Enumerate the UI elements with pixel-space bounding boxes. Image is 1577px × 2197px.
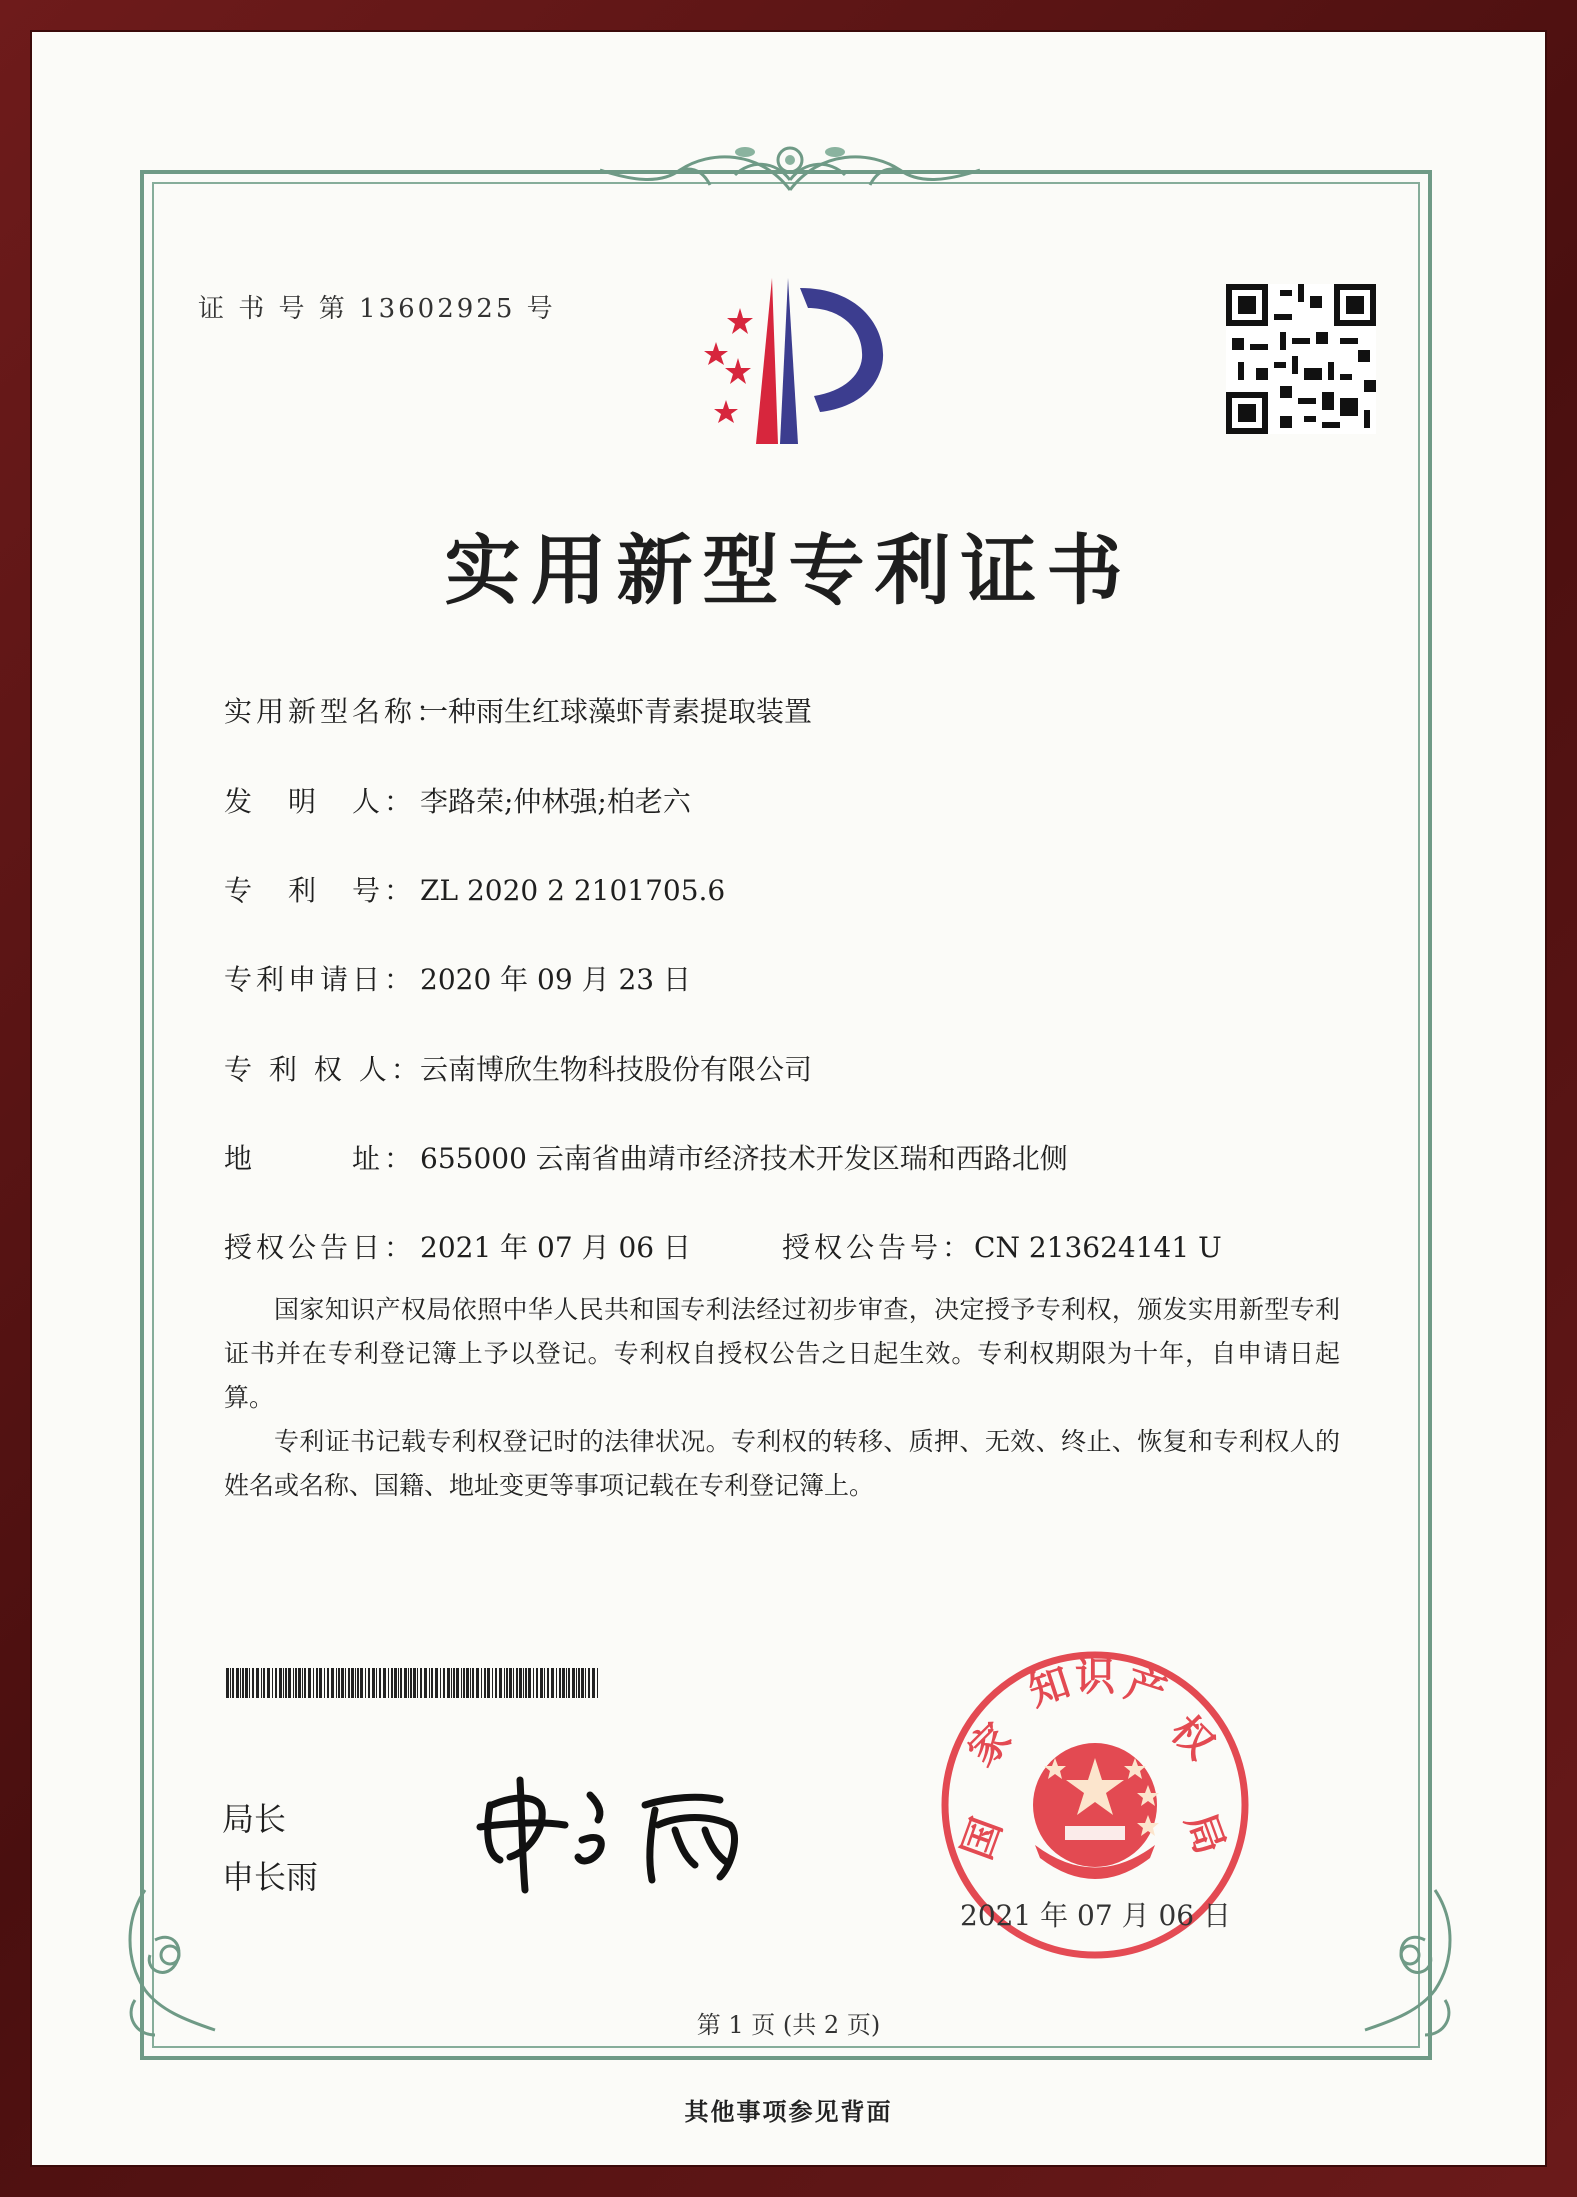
barcode-bar [551,1668,554,1698]
field-announcement-number [782,1226,1222,1266]
barcode-bar [429,1668,430,1698]
barcode-bar [388,1668,389,1698]
barcode-bar [559,1668,561,1698]
top-ornament [560,130,1020,210]
field-application-date [224,958,691,998]
seal-char: 识 [1075,1653,1115,1700]
barcode-bar [506,1668,508,1698]
certificate-number: 证 书 号 第 13602925 号 [198,294,556,324]
seal-char: 权 [1161,1706,1224,1769]
barcode-bar [408,1668,409,1698]
barcode-bar [272,1668,273,1698]
barcode-bar [435,1668,438,1698]
barcode-bar [572,1668,575,1698]
barcode-bar [420,1668,422,1698]
barcode-bar [547,1668,549,1698]
barcode-bar [252,1668,254,1698]
barcode-bar [417,1668,418,1698]
barcode-bar [499,1668,502,1698]
field-value: 2021 年 07 月 06 日 [420,1231,692,1264]
field-address [224,1137,1068,1177]
barcode-bar [463,1668,465,1698]
barcode-bar [525,1668,527,1698]
barcode-bar [261,1668,262,1698]
barcode-bar [487,1668,490,1698]
barcode-bar [509,1668,512,1698]
cnipa-logo-icon [680,272,910,452]
director-title: 局长 [222,1800,287,1838]
barcode-bar [588,1668,590,1698]
field-label: 专 利 权 人： [224,1053,423,1086]
barcode-bar [242,1668,244,1698]
barcode-bar [451,1668,452,1698]
barcode-bar [443,1668,445,1698]
barcode-bar [383,1668,386,1698]
barcode-bar [275,1668,277,1698]
barcode-bar [293,1668,294,1698]
barcode-bar [492,1668,493,1698]
field-value: ZL 2020 2 2101705.6 [420,874,726,907]
field-patentee [224,1048,812,1088]
seal-char: 知 [1023,1658,1076,1716]
barcode-bar [341,1668,344,1698]
barcode-bar [470,1668,471,1698]
barcode-bar [424,1668,427,1698]
barcode-bar [240,1668,241,1698]
barcode-bar [263,1668,265,1698]
director-name: 申长雨 [222,1858,319,1896]
barcode-bar [394,1668,397,1698]
barcode-bar [331,1668,334,1698]
field-inventors [224,780,691,820]
barcode-bar [357,1668,359,1698]
field-label: 专利申请日： [224,963,417,996]
barcode-bar [484,1668,486,1698]
barcode-bar [279,1668,282,1698]
field-utility-model-name [224,690,812,730]
barcode-bar [472,1668,474,1698]
field-label: 实用新型名称： [224,695,449,728]
barcode-bar [533,1668,534,1698]
barcode-bar [592,1668,595,1698]
barcode-bar [226,1668,229,1698]
barcode-bar [288,1668,291,1698]
field-patent-number [224,869,725,909]
barcode-bar [256,1668,259,1698]
barcode-bar [398,1668,399,1698]
certificate-body [224,1288,1340,1508]
director-block [222,1790,318,1906]
barcode-bar [360,1668,363,1698]
field-value: 2020 年 09 月 23 日 [420,963,692,996]
barcode-bar [376,1668,377,1698]
barcode-bar [523,1668,524,1698]
barcode-bar [338,1668,340,1698]
barcode-bar [283,1668,284,1698]
barcode-bar [536,1668,538,1698]
field-label: 发 明 人： [224,785,417,818]
barcode-bar [568,1668,570,1698]
barcode-bar [379,1668,381,1698]
barcode-bar [348,1668,350,1698]
barcode-bar [351,1668,354,1698]
barcode-bar [365,1668,366,1698]
barcode-bar [440,1668,441,1698]
barcode-bar [336,1668,337,1698]
field-value: 655000 云南省曲靖市经济技术开发区瑞和西路北侧 [420,1142,1068,1175]
barcode-bar [372,1668,375,1698]
barcode-bar [528,1668,531,1698]
field-label: 专 利 号： [224,874,417,907]
body-paragraph: 专利证书记载专利权登记时的法律状况。专利权的转移、质押、无效、终止、恢复和专利权人的姓名或名称、国籍、地址变更等事项记载在专利登记簿上。 [224,1427,1340,1500]
barcode-bar [597,1668,598,1698]
body-paragraph: 国家知识产权局依照中华人民共和国专利法经过初步审查，决定授予专利权，颁发实用新型专利证书并在专利登记簿上予以登记。专利权自授权公告之日起生效。专利权期限为十年，自申请日起算。 [224,1295,1340,1412]
barcode-bar [410,1668,412,1698]
barcode-bar [308,1668,311,1698]
barcode-bar [345,1668,346,1698]
field-grant-date [224,1226,691,1266]
barcode-bar [267,1668,270,1698]
barcode-bar [566,1668,567,1698]
seal-char: 局 [1176,1806,1234,1861]
barcode-bar [355,1668,356,1698]
barcode-icon [226,1668,602,1698]
signature-icon [470,1765,790,1895]
barcode-bar [513,1668,514,1698]
barcode-bar [431,1668,433,1698]
barcode-bar [298,1668,301,1698]
seal-char: 家 [958,1713,1021,1776]
barcode-bar [585,1668,586,1698]
barcode-bar [413,1668,416,1698]
barcode-bar [516,1668,518,1698]
barcode-bar [453,1668,455,1698]
barcode-bar [327,1668,329,1698]
barcode-bar [404,1668,407,1698]
barcode-bar [519,1668,522,1698]
back-note: 其他事项参见背面 [684,2097,893,2126]
field-value: 云南博欣生物科技股份有限公司 [420,1053,813,1086]
barcode-bar [466,1668,469,1698]
barcode-bar [368,1668,370,1698]
barcode-bar [562,1668,565,1698]
barcode-bar [540,1668,543,1698]
field-value: 李路荣;仲林强;柏老六 [420,785,691,818]
barcode-bar [230,1668,231,1698]
barcode-bar [236,1668,239,1698]
barcode-bar [495,1668,497,1698]
barcode-bar [295,1668,297,1698]
field-value: CN 213624141 U [974,1231,1222,1264]
barcode-bar [302,1668,303,1698]
barcode-bar [400,1668,402,1698]
field-label: 授权公告日： [224,1231,417,1264]
barcode-bar [232,1668,234,1698]
barcode-bar [245,1668,248,1698]
barcode-bar [324,1668,325,1698]
barcode-bar [447,1668,450,1698]
barcode-bar [391,1668,393,1698]
barcode-bar [504,1668,505,1698]
barcode-bar [576,1668,577,1698]
barcode-bar [476,1668,479,1698]
barcode-bar [319,1668,322,1698]
barcode-bar [456,1668,459,1698]
seal-char: 产 [1119,1659,1173,1717]
seal-char: 国 [953,1811,1012,1866]
barcode-bar [481,1668,482,1698]
field-label: 授权公告号： [782,1231,975,1264]
qr-code-icon [1226,284,1376,434]
barcode-bar [581,1668,584,1698]
barcode-bar [578,1668,580,1698]
barcode-bar [556,1668,557,1698]
field-value: 一种雨生红球藻虾青素提取装置 [420,695,813,728]
barcode-bar [461,1668,462,1698]
barcode-bar [285,1668,287,1698]
seal-date: 2021 年 07 月 06 日 [960,1899,1232,1932]
barcode-bar [544,1668,545,1698]
field-label: 地 址： [224,1142,417,1175]
barcode-bar [313,1668,314,1698]
page-number: 第 1 页 (共 2 页) [696,2011,881,2039]
barcode-bar [304,1668,306,1698]
certificate-title: 实用新型专利证书 [444,526,1133,615]
barcode-bar [316,1668,318,1698]
barcode-bar [249,1668,250,1698]
